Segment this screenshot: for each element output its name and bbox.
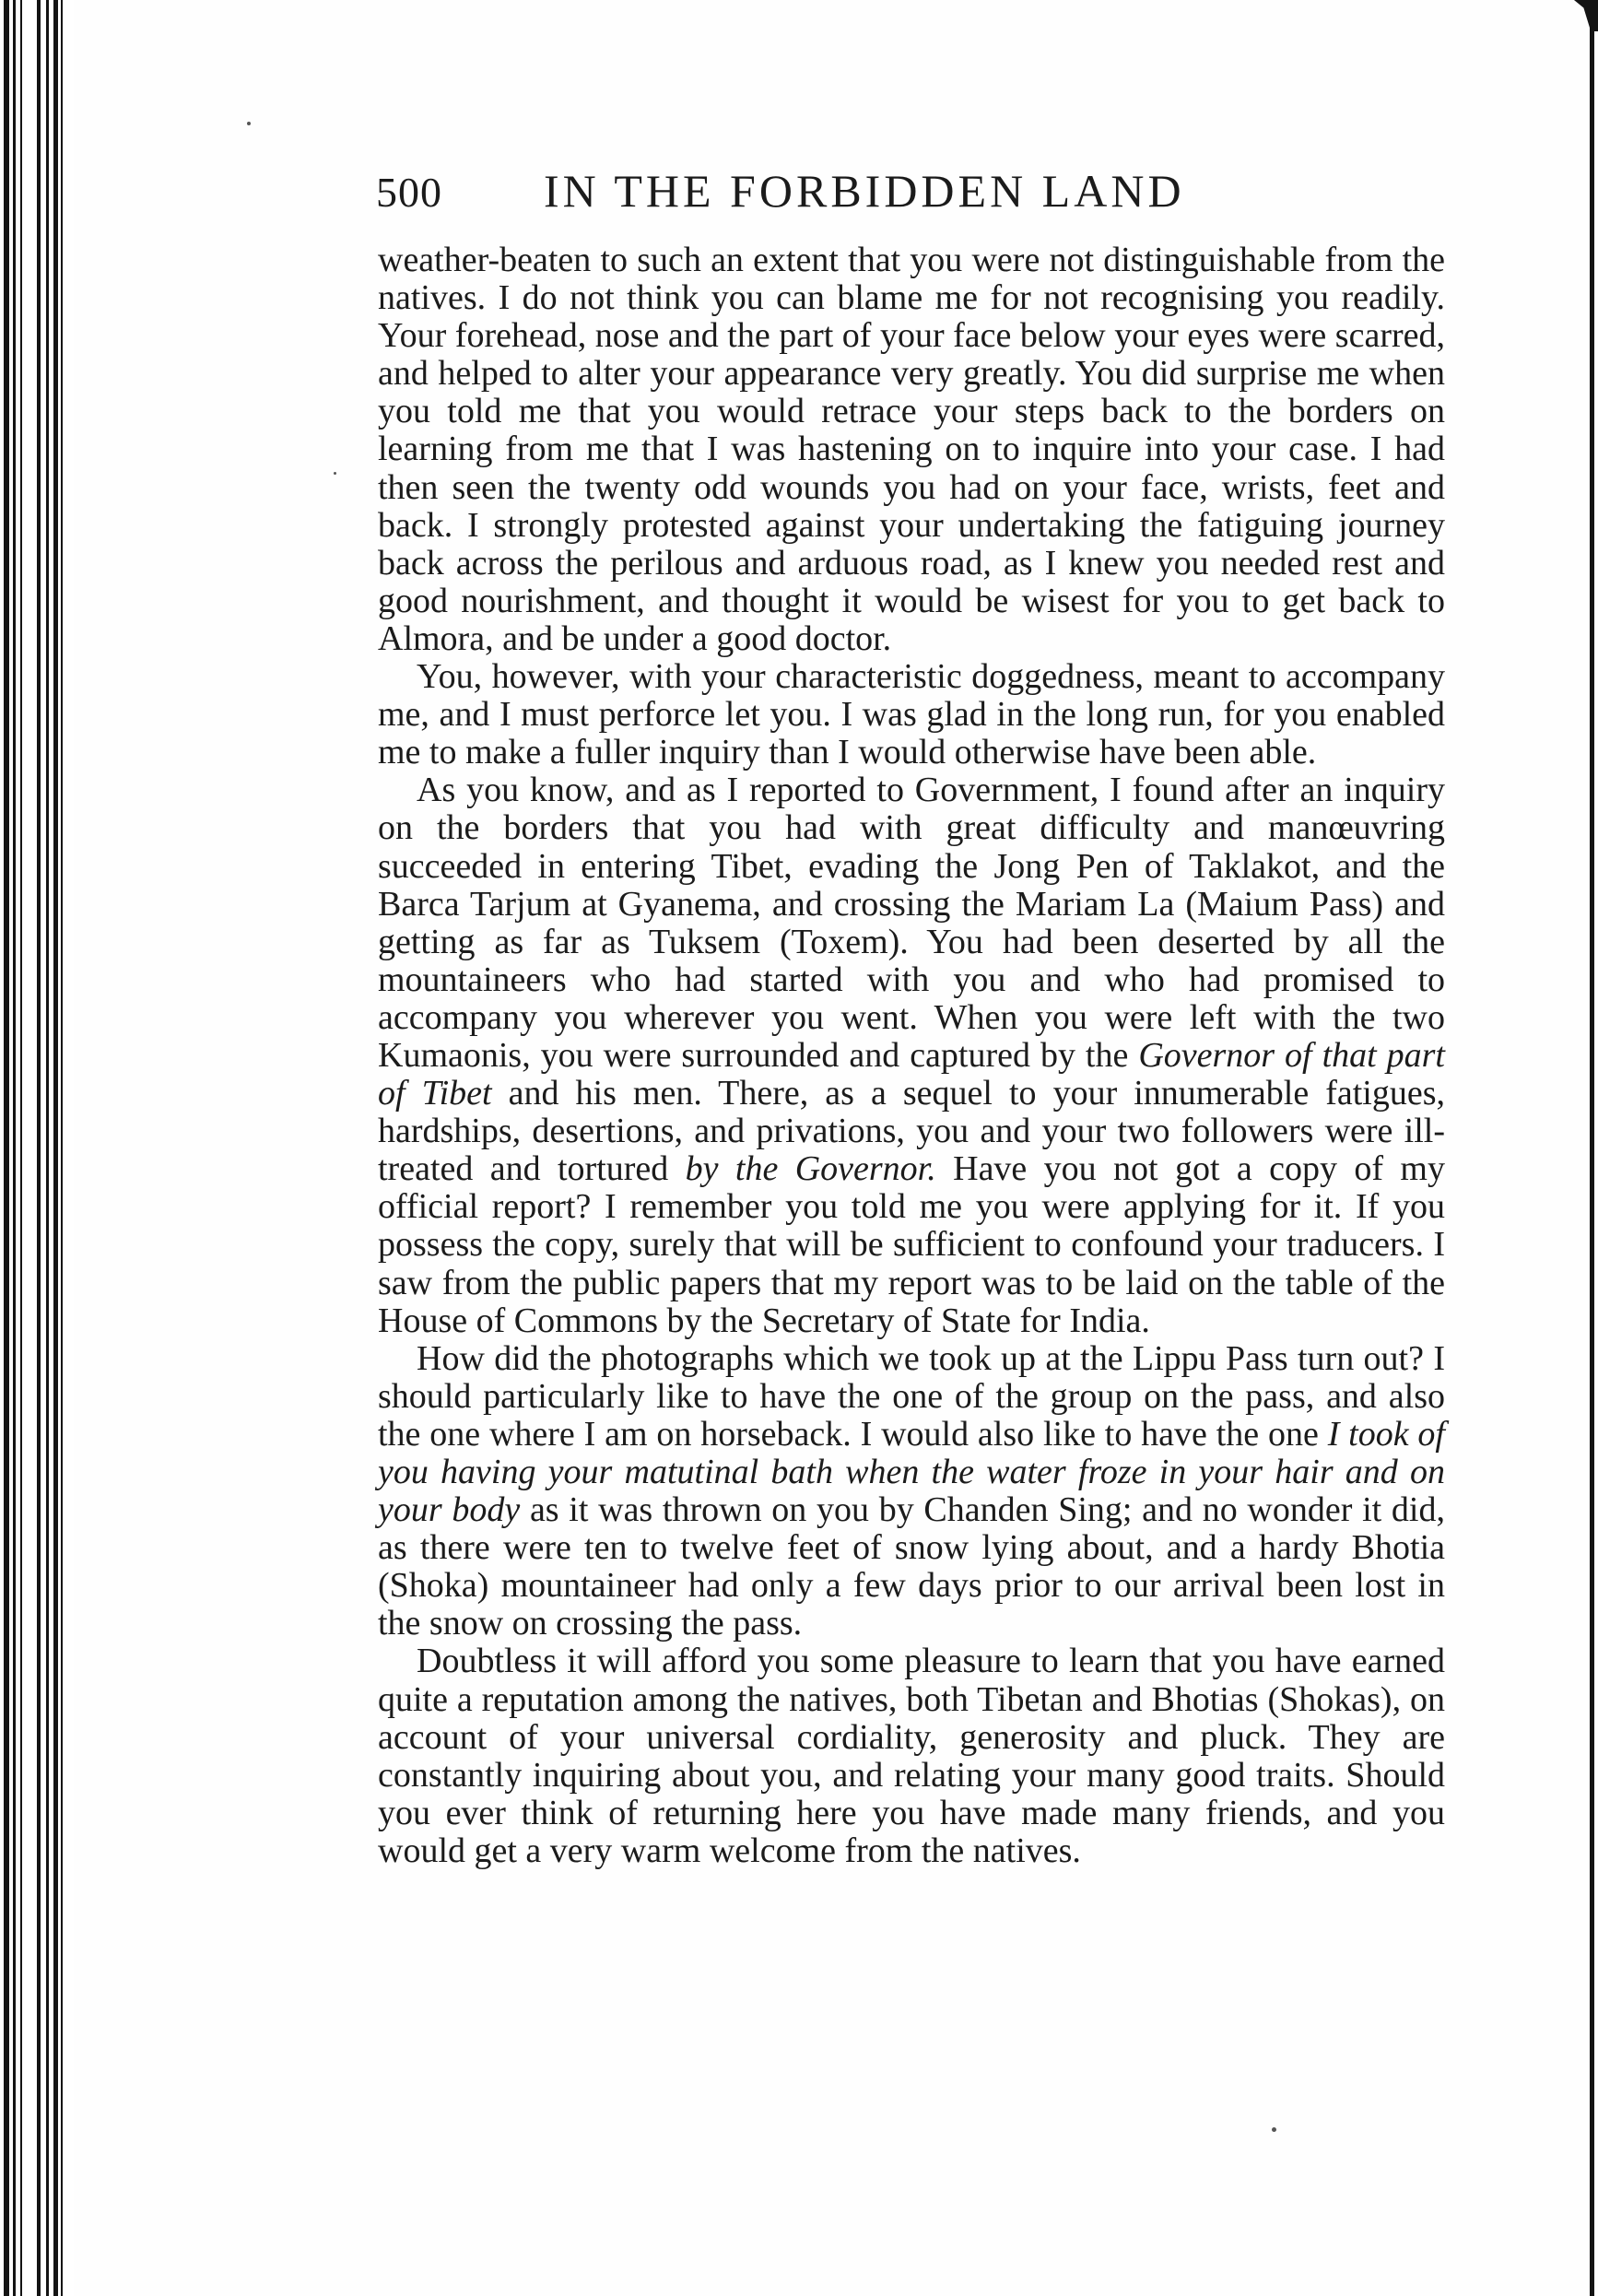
page-number: 500 <box>376 169 442 216</box>
body-text <box>378 241 1445 1870</box>
binding-gutter <box>0 0 74 2296</box>
paragraph <box>378 1643 1445 1870</box>
italic-text: I took of you having your matutinal bath when the water froze in your hair and on your body <box>378 1414 1445 1530</box>
text-run: weather-beaten to such an extent that you were not distinguishable from the natives. I do not think you can blame me for not recognising you readily. Your forehead, nose and the part of your face below your eyes were scarred, and helped to alter your appearance very greatly. You did surprise me when you told me that you would retrace your steps back to the borders on learning from me that I was hastening on to inquire into your case. I had then seen the twenty odd wounds you had on your face, wrists, feet and back. I strongly protested against your undertaking the fatiguing journey back across the perilous and arduous road, as I knew you needed rest and good nourishment, and thought it would be wisest for you to get back to Almora, and be under a good doctor. <box>378 241 1445 658</box>
gutter-line <box>46 0 49 2296</box>
paragraph <box>378 1340 1445 1643</box>
gutter-line <box>61 0 63 2296</box>
text-run: Have you not got a copy of my official report? I remember you told me you were applying for it. If you possess the copy, surely that will be sufficient to confound your traducers. I saw from the public papers that my report was to be laid on the table of the House of Commons by the Secretary of State for India. <box>378 1149 1445 1340</box>
gutter-line <box>20 0 22 2296</box>
edge-line <box>1590 0 1594 2296</box>
text-run: and his men. There, as a sequel to your innumerable fatigues, hardships, desertions, and privations, you and your two followers were ill-treated and tortured <box>378 1074 1445 1189</box>
gutter-line <box>53 0 58 2296</box>
italic-text: Governor of that part of Tibet <box>378 1035 1445 1113</box>
text-run: You, however, with your characteristic doggedness, meant to accompany me, and I must perforce let you. I was glad in the long run, for you enabled me to make a fuller inquiry than I would otherwise have been able. <box>378 657 1445 772</box>
speck <box>1272 2127 1276 2132</box>
paragraph <box>378 241 1445 658</box>
paragraph <box>378 658 1445 771</box>
gutter-line <box>37 0 41 2296</box>
gutter-line <box>4 0 9 2296</box>
italic-text: by the Governor. <box>685 1149 936 1189</box>
text-run: Doubtless it will afford you some pleasure to learn that you have earned quite a reputation among the natives, both Tibetan and Bhotias (Shokas), on account of your universal cordiality, generosity and pluck. They are constantly inquiring about you, and relating your many good traits. Should you ever think of returning here you have made many friends, and you would get a very warm welcome from the natives. <box>378 1642 1445 1870</box>
gutter-line <box>13 0 16 2296</box>
speck <box>247 122 251 125</box>
speck <box>334 472 336 475</box>
text-run: as it was thrown on you by Chanden Sing; and no wonder it did, as there were ten to twelve feet of snow lying about, and a hardy Bhotia (Shoka) mountaineer had only a few days prior to our arrival been lost in the snow on crossing the pass. <box>378 1490 1445 1643</box>
running-head: IN THE FORBIDDEN LAND <box>544 165 1185 217</box>
page-right-edge <box>1581 0 1598 2296</box>
text-run: How did the photographs which we took up at the Lippu Pass turn out? I should particularly like to have the one of the group on the pass, and also the one where I am on horseback. I would also like to have the one <box>378 1338 1445 1454</box>
paragraph <box>378 771 1445 1339</box>
page-header <box>376 164 1445 229</box>
text-run: As you know, and as I reported to Government, I found after an inquiry on the borders that you had with great difficulty and manœuvring succeeded in entering Tibet, evading the Jong Pen of Taklakot, and the Barca Tarjum at Gyanema, and crossing the Mariam La (Maium Pass) and getting as far as Tuksem (Toxem). You had been deserted by all the mountaineers who had started with you and who had promised to accompany you wherever you went. When you were left with the two Kumaonis, you were surrounded and captured by the <box>378 771 1445 1075</box>
